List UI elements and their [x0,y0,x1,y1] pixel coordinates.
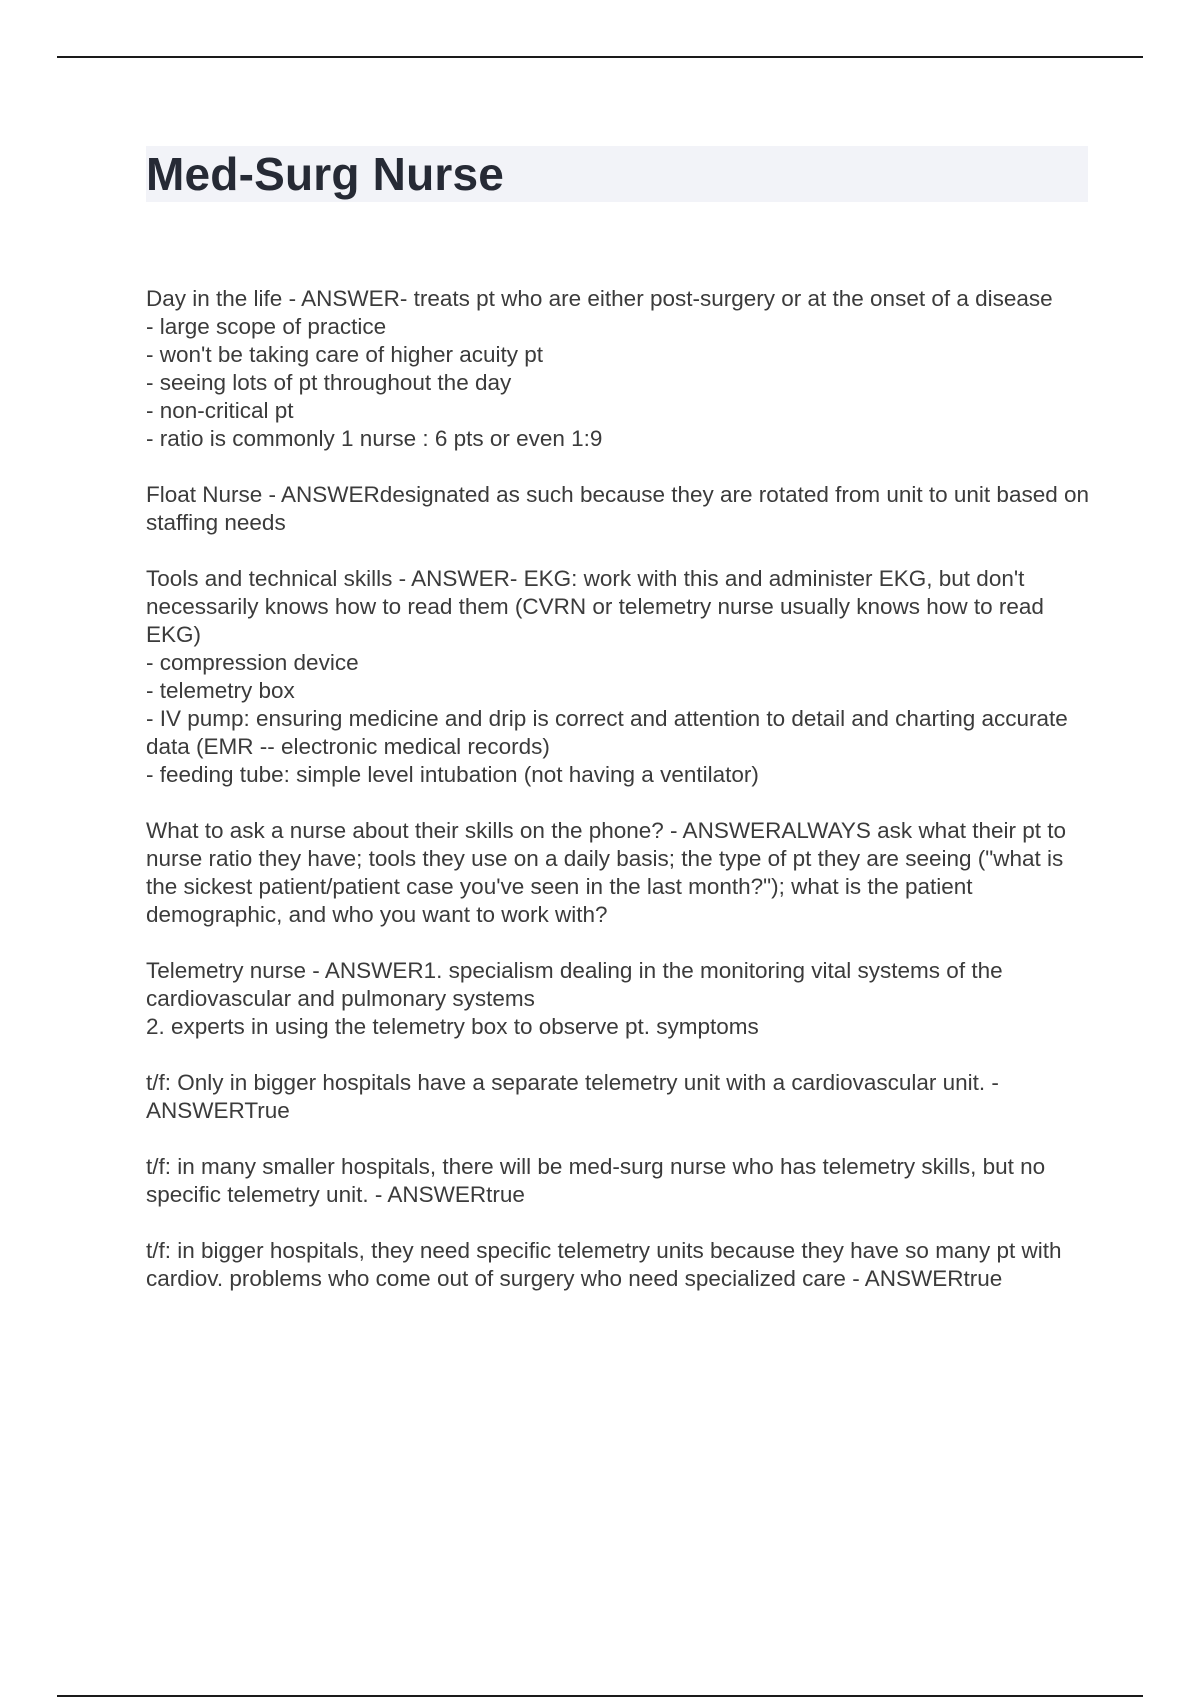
entry-text: t/f: in many smaller hospitals, there will be med-surg nurse who has telemetry skills, but no specific telemetry unit. - ANSWERtrue [146,1154,1046,1207]
header-rule [57,56,1143,58]
list-item: - telemetry box [146,678,295,703]
flashcard-entry [146,285,1096,453]
entry-text: Tools and technical skills - ANSWER- EKG: work with this and administer EKG, but don't necessarily knows how to read them (CVRN or telemetry nurse usually knows how to read EKG) [146,566,1044,647]
list-item: - non-critical pt [146,398,294,423]
entry-text: What to ask a nurse about their skills on the phone? - ANSWERALWAYS ask what their pt to nurse ratio they have; tools they use on a daily basis; the type of pt they are seeing ("what is the sickest patient/patient case you've seen in the last month?"); what is the patient demographic, and who you want to work with? [146,818,1067,927]
list-item: - won't be taking care of higher acuity pt [146,342,544,367]
flashcard-entry [146,1069,1096,1125]
flashcard-entry [146,565,1096,789]
list-item: - ratio is commonly 1 nurse : 6 pts or even 1:9 [146,426,603,451]
flashcard-list [146,285,1096,1321]
entry-text: Telemetry nurse - ANSWER1. specialism dealing in the monitoring vital systems of the cardiovascular and pulmonary systems [146,958,1003,1011]
flashcard-entry [146,481,1096,537]
page-title: Med-Surg Nurse [146,148,505,200]
footer-rule [57,1695,1143,1697]
list-item: - seeing lots of pt throughout the day [146,370,512,395]
entry-text: Day in the life - ANSWER- treats pt who are either post-surgery or at the onset of a disease [146,286,1053,311]
entry-list [146,1013,1096,1041]
entry-list [146,649,1096,789]
entry-list [146,313,1096,453]
entry-text: t/f: Only in bigger hospitals have a separate telemetry unit with a cardiovascular unit. - ANSWERTrue [146,1070,999,1123]
flashcard-entry [146,817,1096,929]
flashcard-entry [146,1237,1096,1293]
list-item: 2. experts in using the telemetry box to observe pt. symptoms [146,1014,759,1039]
flashcard-entry [146,1153,1096,1209]
list-item: - large scope of practice [146,314,387,339]
entry-text: Float Nurse - ANSWERdesignated as such because they are rotated from unit to unit based on staffing needs [146,482,1090,535]
list-item: - compression device [146,650,359,675]
list-item: - IV pump: ensuring medicine and drip is correct and attention to detail and charting accurate data (EMR -- electronic medical records) [146,706,1068,759]
entry-text: t/f: in bigger hospitals, they need specific telemetry units because they have so many pt with cardiov. problems who come out of surgery who need specialized care - ANSWERtrue [146,1238,1062,1291]
flashcard-entry [146,957,1096,1041]
list-item: - feeding tube: simple level intubation (not having a ventilator) [146,762,759,787]
